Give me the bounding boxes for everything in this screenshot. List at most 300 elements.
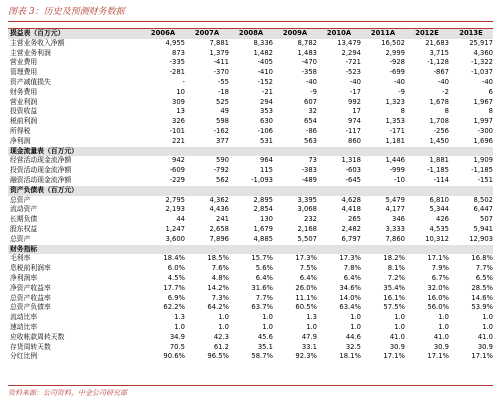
table-cell: 2,482 xyxy=(341,224,361,233)
table-row xyxy=(8,88,493,98)
table-cell: 525 xyxy=(216,97,229,106)
section-header-blank xyxy=(449,245,493,255)
table-row xyxy=(8,343,493,353)
table-cell: 4.8% xyxy=(211,273,229,282)
table-cell: 92.3% xyxy=(295,352,317,361)
table-cell: -1,128 xyxy=(427,58,449,67)
table-cell: 1.0 xyxy=(482,322,493,331)
table-cell: -999 xyxy=(389,166,405,175)
table-cell: -609 xyxy=(169,166,185,175)
table-cell: 30.9 xyxy=(433,342,449,351)
section-header-blank xyxy=(185,147,229,157)
table-cell: -21 xyxy=(261,87,273,96)
table-cell: 115 xyxy=(260,166,273,175)
row-label: 速动比率 xyxy=(10,322,38,331)
table-cell: 942 xyxy=(172,156,185,165)
figure-title: 图表 3：历史及预测财务数据 xyxy=(8,7,125,17)
table-row xyxy=(8,49,493,59)
table-row xyxy=(8,303,493,313)
table-cell: - xyxy=(182,77,185,86)
table-cell: 17.7% xyxy=(163,283,185,292)
row-label: 分红比例 xyxy=(10,352,38,361)
row-label: 财务费用 xyxy=(10,87,38,96)
table-row xyxy=(8,127,493,137)
table-cell: 507 xyxy=(480,215,493,224)
table-cell: 5,344 xyxy=(429,205,449,214)
table-row xyxy=(8,78,493,88)
table-cell: -300 xyxy=(477,126,493,135)
table-cell: 1,967 xyxy=(473,97,493,106)
table-cell: 35.4% xyxy=(383,283,405,292)
table-row xyxy=(8,215,493,225)
table-cell: 18.4% xyxy=(163,254,185,263)
table-cell: 3,068 xyxy=(297,205,317,214)
table-cell: 8 xyxy=(488,107,493,116)
table-cell: 16.1% xyxy=(383,293,405,302)
section-header-row xyxy=(8,147,493,157)
table-cell: 1.0 xyxy=(306,322,317,331)
table-cell: 630 xyxy=(260,117,273,126)
table-cell: 17.1% xyxy=(427,254,449,263)
table-cell: 1,353 xyxy=(385,117,405,126)
table-cell: 53.9% xyxy=(471,303,493,312)
table-cell: -151 xyxy=(477,175,493,184)
table-cell: 4,436 xyxy=(209,205,229,214)
table-cell: 1,181 xyxy=(385,136,405,145)
table-cell: 10,312 xyxy=(425,234,449,243)
table-cell: -383 xyxy=(301,166,317,175)
section-header-blank xyxy=(405,147,449,157)
section-header-blank xyxy=(229,147,273,157)
table-cell: 61.2 xyxy=(213,342,229,351)
table-cell: 4,628 xyxy=(341,195,361,204)
section-header-blank xyxy=(361,245,405,255)
section-header-blank xyxy=(141,245,185,255)
table-cell: 992 xyxy=(348,97,361,106)
year-header: 2010A xyxy=(317,29,361,39)
row-label: 营业费用 xyxy=(10,58,38,67)
table-cell: 4,362 xyxy=(209,195,229,204)
section-header-blank xyxy=(185,186,229,196)
table-cell: 7.9% xyxy=(431,264,449,273)
table-cell: 6.7% xyxy=(431,273,449,282)
table-cell: -928 xyxy=(389,58,405,67)
table-cell: -101 xyxy=(169,126,185,135)
table-cell: -9 xyxy=(398,87,405,96)
table-cell: 34.6% xyxy=(339,283,361,292)
table-cell: 1.0 xyxy=(438,313,449,322)
table-cell: 64.2% xyxy=(207,303,229,312)
table-cell: 2,854 xyxy=(253,205,273,214)
table-cell: -1,037 xyxy=(471,68,493,77)
table-cell: -645 xyxy=(345,175,361,184)
table-cell: 8,336 xyxy=(253,38,273,47)
table-cell: 63.4% xyxy=(339,303,361,312)
table-cell: 30.9 xyxy=(477,342,493,351)
table-cell: -470 xyxy=(301,58,317,67)
table-row xyxy=(8,284,493,294)
table-cell: 14.0% xyxy=(339,293,361,302)
table-cell: 4,418 xyxy=(341,205,361,214)
table-row xyxy=(8,313,493,323)
table-cell: -410 xyxy=(257,68,273,77)
row-label: 净利润 xyxy=(10,136,31,145)
table-row xyxy=(8,352,493,362)
table-cell: 14.2% xyxy=(207,283,229,292)
row-label: 长期负债 xyxy=(10,215,38,224)
footer-rule xyxy=(8,385,493,386)
table-cell: 426 xyxy=(436,215,449,224)
row-label: 资产减值损失 xyxy=(10,77,51,86)
table-cell: -2 xyxy=(442,87,449,96)
table-cell: 6,810 xyxy=(429,195,449,204)
section-header-blank xyxy=(405,245,449,255)
table-cell: 346 xyxy=(392,215,405,224)
table-cell: 45.6 xyxy=(257,332,273,341)
year-header: 2007A xyxy=(185,29,229,39)
table-row xyxy=(8,98,493,108)
table-cell: 3,600 xyxy=(165,234,185,243)
table-cell: -10 xyxy=(393,175,405,184)
table-cell: 6.0% xyxy=(167,264,185,273)
table-cell: 44.6 xyxy=(345,332,361,341)
table-cell: 44 xyxy=(176,215,185,224)
table-cell: -603 xyxy=(345,166,361,175)
table-cell: -256 xyxy=(433,126,449,135)
table-row xyxy=(8,68,493,78)
table-cell: -229 xyxy=(169,175,185,184)
table-cell: -40 xyxy=(393,77,405,86)
table-cell: 4,535 xyxy=(429,224,449,233)
table-cell: 531 xyxy=(260,136,273,145)
section-header-blank xyxy=(361,186,405,196)
section-header: 财务指标 xyxy=(8,245,141,255)
table-cell: -17 xyxy=(349,87,361,96)
table-cell: -358 xyxy=(301,68,317,77)
row-label: 毛利率 xyxy=(10,254,31,263)
table-row xyxy=(8,254,493,264)
table-cell: 2,895 xyxy=(253,195,273,204)
table-row xyxy=(8,225,493,235)
table-cell: 294 xyxy=(260,97,273,106)
table-cell: 4.5% xyxy=(167,273,185,282)
table-cell: 2,193 xyxy=(165,205,185,214)
section-header-blank xyxy=(317,186,361,196)
table-cell: 10 xyxy=(176,87,185,96)
table-cell: 12,903 xyxy=(469,234,493,243)
table-cell: 42.3 xyxy=(213,332,229,341)
table-cell: 62.2% xyxy=(163,303,185,312)
year-header: 2006A xyxy=(141,29,185,39)
section-header-blank xyxy=(141,147,185,157)
table-cell: 6 xyxy=(488,87,493,96)
table-cell: 562 xyxy=(216,175,229,184)
table-cell: 1.3 xyxy=(174,313,185,322)
table-cell: 5,479 xyxy=(385,195,405,204)
table-cell: -114 xyxy=(433,175,449,184)
table-cell: 30.9 xyxy=(389,342,405,351)
title-rule xyxy=(8,21,493,22)
table-cell: 6.9% xyxy=(167,293,185,302)
table-cell: 654 xyxy=(304,117,317,126)
table-row xyxy=(8,176,493,186)
table-cell: 6.4% xyxy=(255,273,273,282)
row-label: 流动比率 xyxy=(10,313,38,322)
table-cell: -162 xyxy=(213,126,229,135)
table-cell: 18.1% xyxy=(339,352,361,361)
table-cell: 33.1 xyxy=(301,342,317,351)
row-label: 总资产 xyxy=(10,234,31,243)
table-cell: 590 xyxy=(216,156,229,165)
table-cell: -405 xyxy=(257,58,273,67)
table-cell: 1,483 xyxy=(297,48,317,57)
row-label: 净资产收益率 xyxy=(10,283,51,292)
table-cell: 96.5% xyxy=(207,352,229,361)
table-cell: 4,885 xyxy=(253,234,273,243)
table-cell: 90.6% xyxy=(163,352,185,361)
table-cell: 6.4% xyxy=(299,273,317,282)
section-header: 资产负债表（百万元） xyxy=(8,186,141,196)
table-cell: 47.9 xyxy=(301,332,317,341)
table-cell: 7,896 xyxy=(209,234,229,243)
table-cell: -1,322 xyxy=(471,58,493,67)
table-cell: -86 xyxy=(305,126,317,135)
table-cell: 353 xyxy=(260,107,273,116)
year-header: 2011A xyxy=(361,29,405,39)
table-cell: 5,941 xyxy=(473,224,493,233)
table-cell: 1,247 xyxy=(165,224,185,233)
table-cell: 17.3% xyxy=(295,254,317,263)
table-cell: 873 xyxy=(172,48,185,57)
table-cell: 1.0 xyxy=(350,313,361,322)
table-cell: 1,881 xyxy=(429,156,449,165)
table-cell: -40 xyxy=(305,77,317,86)
row-label: 总资产负债率 xyxy=(10,303,51,312)
section-header-blank xyxy=(185,245,229,255)
table-cell: 28.5% xyxy=(471,283,493,292)
year-header: 2009A xyxy=(273,29,317,39)
table-cell: 7.7% xyxy=(475,264,493,273)
table-cell: 4,360 xyxy=(473,48,493,57)
financial-table xyxy=(8,28,493,362)
table-cell: -867 xyxy=(433,68,449,77)
table-cell: 964 xyxy=(260,156,273,165)
table-cell: 16,502 xyxy=(381,38,405,47)
table-row xyxy=(8,205,493,215)
table-cell: -489 xyxy=(301,175,317,184)
table-cell: 32 xyxy=(308,107,317,116)
row-label: 应收帐款周转天数 xyxy=(10,332,65,341)
table-cell: 17.1% xyxy=(471,352,493,361)
table-row xyxy=(8,107,493,117)
table-row xyxy=(8,323,493,333)
table-cell: 309 xyxy=(172,97,185,106)
table-cell: -18 xyxy=(217,87,229,96)
table-cell: 7.6% xyxy=(211,264,229,273)
table-cell: 1.0 xyxy=(262,322,273,331)
table-cell: 73 xyxy=(308,156,317,165)
table-cell: 3,395 xyxy=(297,195,317,204)
table-cell: 8 xyxy=(400,107,405,116)
table-cell: 3,715 xyxy=(429,48,449,57)
table-cell: 17.1% xyxy=(427,352,449,361)
table-row xyxy=(8,137,493,147)
year-header: 2012E xyxy=(405,29,449,39)
row-label: 股东权益 xyxy=(10,224,38,233)
table-cell: 17 xyxy=(352,107,361,116)
table-cell: 1,678 xyxy=(429,97,449,106)
table-cell: -370 xyxy=(213,68,229,77)
table-cell: -40 xyxy=(349,77,361,86)
table-cell: 63.7% xyxy=(251,303,273,312)
table-cell: 1.0 xyxy=(174,322,185,331)
row-label: 总资产 xyxy=(10,195,31,204)
section-header-row xyxy=(8,245,493,255)
section-header-blank xyxy=(405,186,449,196)
table-header-row xyxy=(8,29,493,39)
table-cell: 41.0 xyxy=(433,332,449,341)
row-label: 税前利润 xyxy=(10,117,38,126)
table-cell: 7,881 xyxy=(209,38,229,47)
section-header-blank xyxy=(229,245,273,255)
section-header-blank xyxy=(317,147,361,157)
row-label: 主营业务收入净额 xyxy=(10,38,65,47)
table-cell: 2,294 xyxy=(341,48,361,57)
table-cell: 8.1% xyxy=(387,264,405,273)
table-cell: 60.5% xyxy=(295,303,317,312)
table-cell: 7.7% xyxy=(255,293,273,302)
table-cell: -1,185 xyxy=(427,166,449,175)
table-cell: 1,708 xyxy=(429,117,449,126)
table-cell: -40 xyxy=(437,77,449,86)
table-cell: -281 xyxy=(169,68,185,77)
section-header-row xyxy=(8,186,493,196)
table-cell: 1,997 xyxy=(473,117,493,126)
table-cell: 2,168 xyxy=(297,224,317,233)
table-cell: 1.0 xyxy=(218,322,229,331)
table-cell: 6.5% xyxy=(475,273,493,282)
table-cell: 18.5% xyxy=(207,254,229,263)
section-header-blank xyxy=(317,245,361,255)
table-cell: 56.0% xyxy=(427,303,449,312)
table-cell: -699 xyxy=(389,68,405,77)
header-label: 损益表（百万元） xyxy=(8,29,141,39)
section-header-blank xyxy=(229,186,273,196)
table-cell: 1.0 xyxy=(394,313,405,322)
table-row xyxy=(8,333,493,343)
table-cell: 6,797 xyxy=(341,234,361,243)
table-row xyxy=(8,58,493,68)
table-cell: -411 xyxy=(213,58,229,67)
source-note: 资料来源：公司资料，中金公司研究部 xyxy=(8,389,127,397)
table-cell: 1,446 xyxy=(385,156,405,165)
table-cell: 25,917 xyxy=(469,38,493,47)
table-cell: -40 xyxy=(481,77,493,86)
table-cell: 130 xyxy=(260,215,273,224)
table-cell: 1,909 xyxy=(473,156,493,165)
table-cell: 32.0% xyxy=(427,283,449,292)
row-label: 总资产收益率 xyxy=(10,293,51,302)
table-cell: -9 xyxy=(310,87,317,96)
table-cell: 4,177 xyxy=(385,205,405,214)
table-cell: 2,795 xyxy=(165,195,185,204)
table-cell: 1,318 xyxy=(341,156,361,165)
table-cell: 2,658 xyxy=(209,224,229,233)
table-cell: 34.9 xyxy=(169,332,185,341)
table-cell: 70.5 xyxy=(169,342,185,351)
table-cell: 7.2% xyxy=(387,273,405,282)
row-label: 息税前利润率 xyxy=(10,264,51,273)
section-header-blank xyxy=(449,186,493,196)
row-label: 经营活动现金流净额 xyxy=(10,156,72,165)
table-cell: 5.6% xyxy=(255,264,273,273)
table-row xyxy=(8,294,493,304)
table-row xyxy=(8,274,493,284)
table-cell: -721 xyxy=(345,58,361,67)
row-label: 投资收益 xyxy=(10,107,38,116)
table-cell: 1.0 xyxy=(438,322,449,331)
table-cell: 31.6% xyxy=(251,283,273,292)
table-cell: -106 xyxy=(257,126,273,135)
table-cell: 3,333 xyxy=(385,224,405,233)
table-cell: 1.0 xyxy=(482,313,493,322)
table-cell: 16.8% xyxy=(471,254,493,263)
table-cell: -152 xyxy=(257,77,273,86)
table-cell: 1,696 xyxy=(473,136,493,145)
table-cell: 974 xyxy=(348,117,361,126)
table-cell: -523 xyxy=(345,68,361,77)
table-cell: -1,185 xyxy=(471,166,493,175)
table-cell: 13,479 xyxy=(337,38,361,47)
table-cell: 26.0% xyxy=(295,283,317,292)
table-cell: 1,482 xyxy=(253,48,273,57)
table-cell: 13 xyxy=(176,107,185,116)
row-label: 融资活动现金流净额 xyxy=(10,175,72,184)
table-cell: 49 xyxy=(220,107,229,116)
section-header-blank xyxy=(449,147,493,157)
table-cell: 1.0 xyxy=(394,322,405,331)
row-label: 主营业务利润 xyxy=(10,48,51,57)
table-cell: 221 xyxy=(172,136,185,145)
table-cell: 41.0 xyxy=(477,332,493,341)
table-cell: -335 xyxy=(169,58,185,67)
section-header-blank xyxy=(273,147,317,157)
year-header: 2008A xyxy=(229,29,273,39)
table-cell: 5,507 xyxy=(297,234,317,243)
row-label: 流动资产 xyxy=(10,205,38,214)
table-cell: 1,450 xyxy=(429,136,449,145)
table-cell: 58.7% xyxy=(251,352,273,361)
table-cell: 17.1% xyxy=(383,352,405,361)
table-cell: -117 xyxy=(345,126,361,135)
financial-table-body xyxy=(8,29,493,363)
table-cell: 241 xyxy=(216,215,229,224)
table-cell: 1,379 xyxy=(209,48,229,57)
table-cell: 1.0 xyxy=(350,322,361,331)
table-cell: 8,782 xyxy=(297,38,317,47)
table-cell: 7,860 xyxy=(385,234,405,243)
table-cell: 7.3% xyxy=(211,293,229,302)
row-label: 投资活动现金流净额 xyxy=(10,166,72,175)
row-label: 净利润率 xyxy=(10,273,38,282)
table-cell: 4,955 xyxy=(165,38,185,47)
table-cell: 1.3 xyxy=(306,313,317,322)
table-cell: 57.5% xyxy=(383,303,405,312)
table-cell: 563 xyxy=(304,136,317,145)
year-header: 2013E xyxy=(449,29,493,39)
row-label: 营业利润 xyxy=(10,97,38,106)
table-cell: 21,683 xyxy=(425,38,449,47)
